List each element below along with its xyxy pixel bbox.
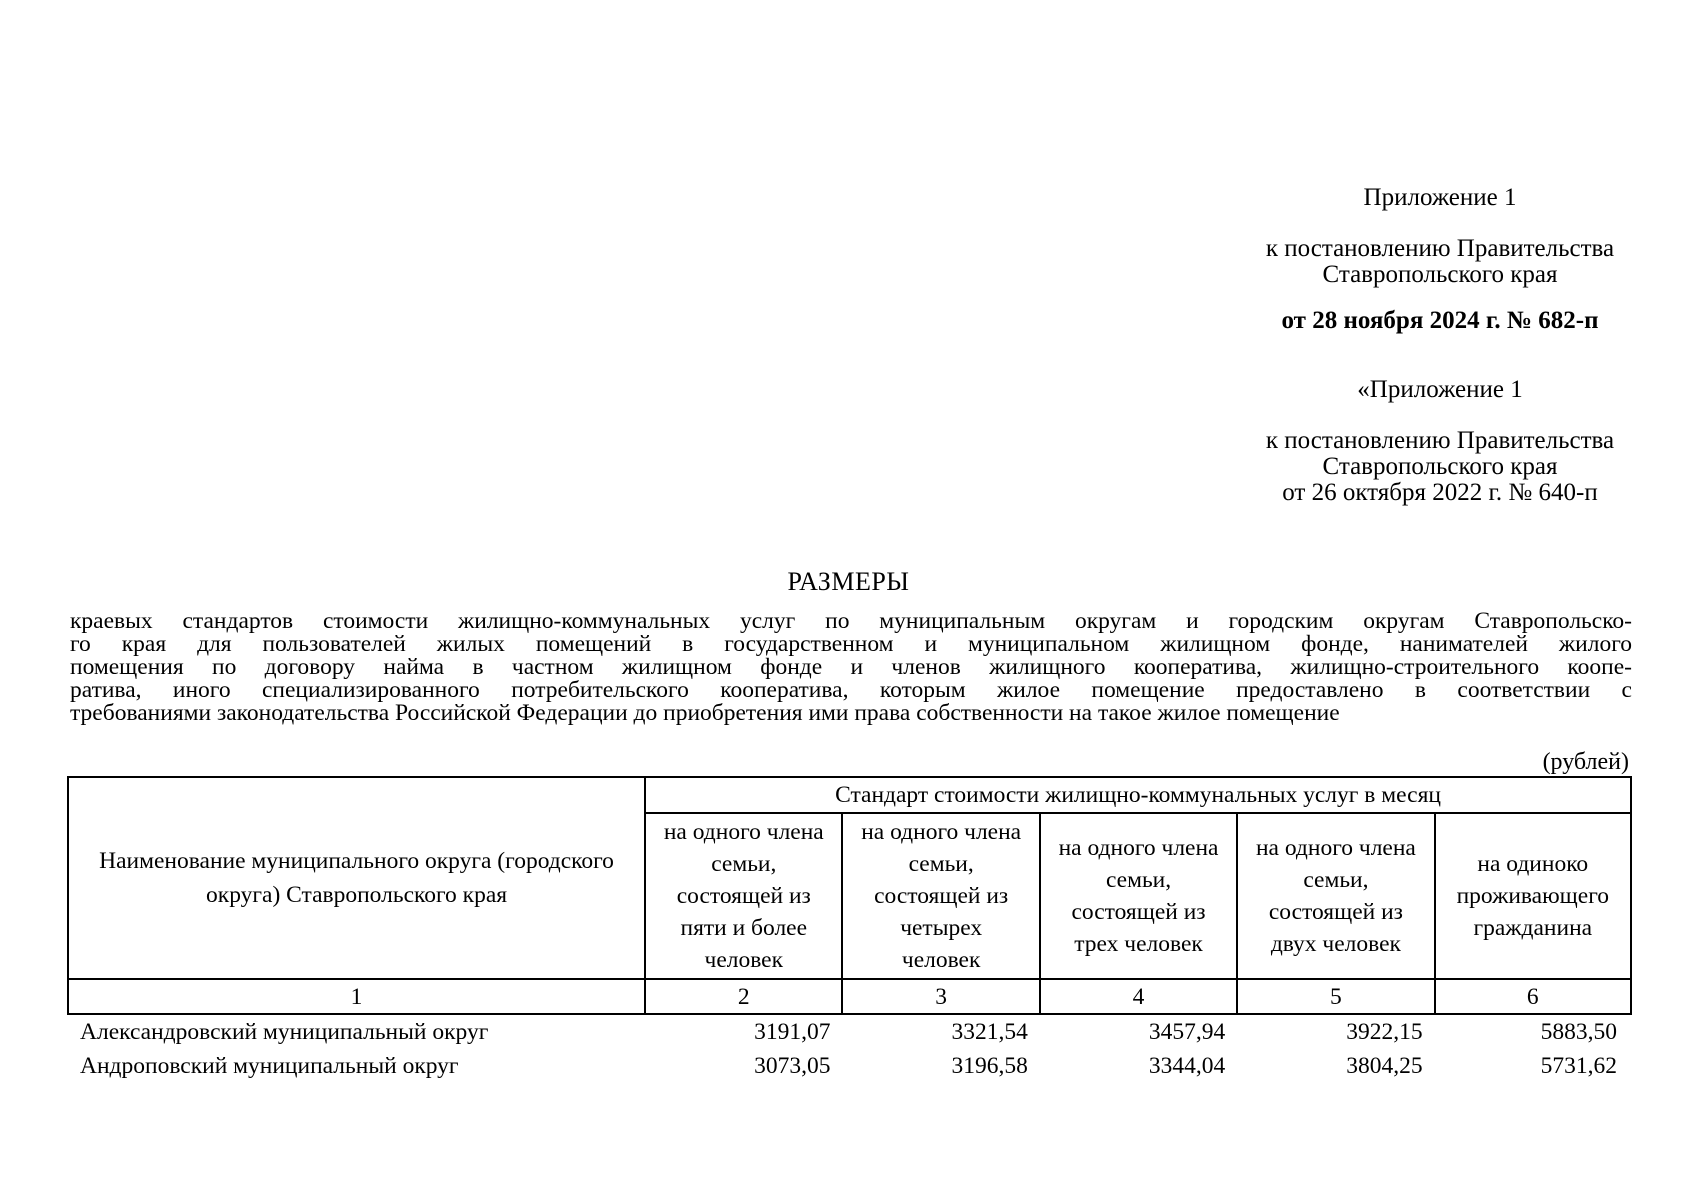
quoted-resolution-line-2: Ставропольского края (1322, 453, 1558, 480)
table-row (68, 1014, 1631, 1049)
cost-value: 3344,04 (1148, 1053, 1226, 1079)
cost-standards-table (67, 776, 1632, 1083)
subheader-text: на одного члена семьи, состоящей из трех человек (1058, 835, 1219, 957)
subheader-text: на одного члена семьи, состоящей из пяти и более человек (663, 819, 824, 973)
appendix-label: Приложение 1 (1363, 184, 1517, 211)
cost-value: 3191,07 (754, 1019, 831, 1045)
subheader-five-plus (645, 813, 842, 979)
table-header-row (68, 777, 1631, 813)
column-number: 2 (645, 979, 842, 1014)
cost-value: 3196,58 (951, 1053, 1028, 1079)
cost-value: 3073,05 (754, 1053, 831, 1079)
document-title: РАЗМЕРЫ (787, 567, 910, 596)
quoted-resolution-reference (1190, 428, 1690, 506)
name-column-header-text: Наименование муниципального округа (городского округа) Ставропольского края (99, 848, 614, 908)
cost-value: 3321,54 (951, 1019, 1028, 1045)
cost-value: 3457,94 (1148, 1019, 1226, 1045)
column-number: 3 (842, 979, 1039, 1014)
quoted-appendix-label: «Приложение 1 (1357, 376, 1523, 403)
subheader-three (1040, 813, 1237, 979)
quoted-resolution-line-1: к постановлению Правительства (1265, 427, 1615, 454)
document-description (70, 610, 1632, 725)
subheader-text: на одного члена семьи, состоящей из двух человек (1255, 835, 1416, 957)
cost-value: 5883,50 (1540, 1019, 1617, 1045)
subheader-text: на одиноко проживающего гражданина (1456, 851, 1609, 941)
subheader-text: на одного члена семьи, состоящей из четырех человек (861, 819, 1022, 973)
column-number: 4 (1040, 979, 1237, 1014)
cost-value: 3922,15 (1346, 1019, 1423, 1045)
column-number: 1 (68, 979, 645, 1014)
subheader-two (1237, 813, 1434, 979)
district-name: Андроповский муниципальный округ (80, 1053, 459, 1079)
column-number-row (68, 979, 1631, 1014)
description-line: краевых стандартов стоимости жилищно-коммунальных услуг по муниципальным округам и городским округам Ставропольско- (70, 610, 1632, 633)
cost-value: 3804,25 (1346, 1053, 1423, 1079)
subheader-four (842, 813, 1039, 979)
unit-label: (рублей) (1542, 749, 1629, 775)
district-name: Александровский муниципальный округ (80, 1019, 489, 1045)
resolution-date: от 28 ноября 2024 г. № 682-п (1281, 307, 1599, 334)
quoted-resolution-date: от 26 октября 2022 г. № 640-п (1282, 479, 1598, 506)
column-number: 6 (1435, 979, 1631, 1014)
cost-value: 5731,62 (1540, 1053, 1617, 1079)
resolution-line-1: к постановлению Правительства (1265, 235, 1615, 262)
description-line: помещения по договору найма в частном жилищном фонде и членов жилищного кооператива, жилищно-строительного коопе- (70, 656, 1632, 679)
table-row (68, 1049, 1631, 1083)
description-line: го края для пользователей жилых помещений в государственном и муниципальном жилищном фонде, нанимателей жилого (70, 633, 1632, 656)
group-column-header: Стандарт стоимости жилищно-коммунальных услуг в месяц (645, 777, 1631, 813)
name-column-header (68, 777, 645, 979)
column-number: 5 (1237, 979, 1434, 1014)
resolution-reference (1190, 236, 1690, 288)
description-line: требованиями законодательства Российской Федерации до приобретения ими права собственности на такое жилое помещение (70, 702, 1340, 725)
description-line: ратива, иного специализированного потребительского кооператива, которым жилое помещение предоставлено в соответствии с (70, 679, 1632, 702)
resolution-line-2: Ставропольского края (1322, 261, 1558, 288)
subheader-single (1435, 813, 1631, 979)
